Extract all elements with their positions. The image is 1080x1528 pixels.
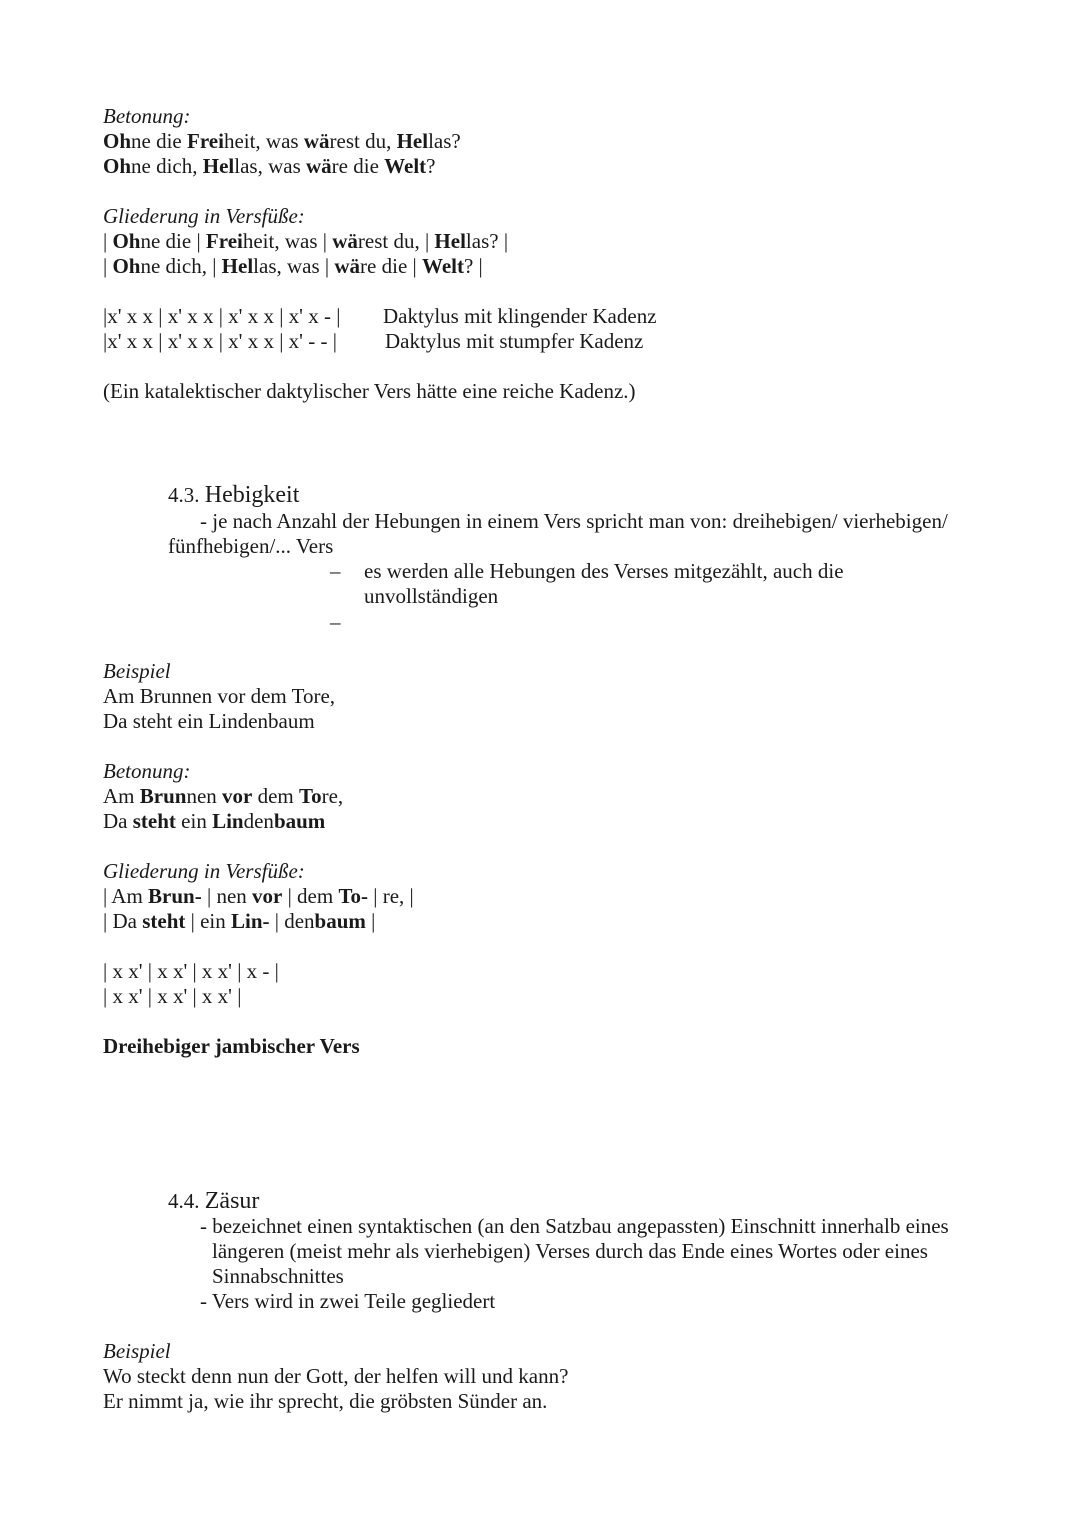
- text-segment: re die: [331, 154, 385, 178]
- gliederung-line-b2: [103, 909, 375, 934]
- text-segment: las? |: [465, 229, 509, 253]
- stressed-syllable: Brun-: [148, 884, 202, 908]
- beispiel-line-c1: Wo steckt denn nun der Gott, der helfen will und kann?: [103, 1364, 569, 1388]
- stressed-syllable: To: [299, 784, 322, 808]
- stressed-syllable: Hel: [202, 154, 235, 178]
- text-segment: re die |: [360, 254, 422, 278]
- zaesur-line3: Sinnabschnittes: [212, 1264, 344, 1288]
- stressed-syllable: steht: [132, 809, 176, 833]
- stressed-syllable: Welt: [421, 254, 464, 278]
- hebigkeit-bullet-1: es werden alle Hebungen des Verses mitgezählt, auch die: [364, 559, 844, 583]
- heading-hebigkeit: [168, 481, 299, 509]
- conclusion-dreihebig: Dreihebiger jambischer Vers: [103, 1034, 360, 1058]
- stressed-syllable: Frei: [205, 229, 243, 253]
- gliederung-label-a: Gliederung in Versfüße:: [103, 204, 305, 228]
- text-segment: ne die: [131, 129, 187, 153]
- stressed-syllable: Hel: [221, 254, 254, 278]
- betonung-line-b2: [103, 809, 325, 834]
- beispiel-line-b2: Da steht ein Lindenbaum: [103, 709, 315, 733]
- text-segment: heit, was: [223, 129, 304, 153]
- hebigkeit-bullet-1b: unvollständigen: [364, 584, 499, 608]
- stressed-syllable: To-: [338, 884, 369, 908]
- scheme-b1: | x x' | x x' | x x' | x - |: [103, 959, 279, 983]
- betonung-label-b: Betonung:: [103, 759, 191, 783]
- stressed-syllable: Brun: [139, 784, 187, 808]
- heading-number: 4.3.: [168, 483, 205, 507]
- heading-zaesur: [168, 1187, 259, 1215]
- heading-number: 4.4.: [168, 1189, 205, 1213]
- betonung-line-a1: [103, 129, 461, 154]
- text-segment: ne dich, |: [140, 254, 222, 278]
- gliederung-label-b: Gliederung in Versfüße:: [103, 859, 305, 883]
- zaesur-line2: längeren (meist mehr als vierhebigen) Verses durch das Ende eines Wortes oder eines: [212, 1239, 928, 1263]
- text-segment: |: [103, 254, 113, 278]
- text-segment: | dem: [282, 884, 339, 908]
- stressed-syllable: vor: [222, 784, 253, 808]
- text-segment: las, was: [234, 154, 306, 178]
- text-segment: ein: [175, 809, 213, 833]
- text-segment: re,: [321, 784, 344, 808]
- text-segment: | nen: [201, 884, 253, 908]
- text-segment: rest du, |: [357, 229, 435, 253]
- stressed-syllable: wä: [306, 154, 332, 178]
- beispiel-line-c2: Er nimmt ja, wie ihr sprecht, die gröbsten Sünder an.: [103, 1389, 548, 1413]
- hebigkeit-line2: fünfhebigen/... Vers: [168, 534, 334, 558]
- stressed-syllable: Welt: [384, 154, 427, 178]
- text-segment: dem: [252, 784, 299, 808]
- betonung-label-a: Betonung:: [103, 104, 191, 128]
- text-segment: Da: [103, 809, 133, 833]
- stressed-syllable: Oh: [112, 254, 141, 278]
- stressed-syllable: baum: [314, 909, 366, 933]
- text-segment: | den: [269, 909, 315, 933]
- text-segment: |: [365, 909, 376, 933]
- betonung-line-a2: [103, 154, 435, 179]
- stressed-syllable: Oh: [103, 129, 132, 153]
- stressed-syllable: steht: [142, 909, 186, 933]
- text-segment: | re, |: [368, 884, 414, 908]
- text-segment: | Am: [103, 884, 149, 908]
- text-segment: heit, was |: [242, 229, 333, 253]
- text-segment: ?: [426, 154, 436, 178]
- beispiel-label-c: Beispiel: [103, 1339, 171, 1363]
- stressed-syllable: wä: [332, 229, 358, 253]
- gliederung-line-a1: [103, 229, 508, 254]
- beispiel-line-b1: Am Brunnen vor dem Tore,: [103, 684, 336, 708]
- text-segment: den: [243, 809, 274, 833]
- text-segment: las, was |: [253, 254, 335, 278]
- stressed-syllable: Hel: [434, 229, 466, 253]
- bullet-dash-empty: –: [330, 610, 341, 634]
- text-segment: | ein: [185, 909, 231, 933]
- gliederung-line-a2: [103, 254, 483, 279]
- zaesur-line1: - bezeichnet einen syntaktischen (an den Satzbau angepassten) Einschnitt innerhalb eines: [200, 1214, 949, 1238]
- stressed-syllable: Oh: [103, 154, 132, 178]
- stressed-syllable: Lin-: [230, 909, 270, 933]
- text-segment: |: [103, 229, 113, 253]
- heading-title: Hebigkeit: [204, 482, 300, 508]
- betonung-line-b1: [103, 784, 343, 809]
- scheme-a2: |x' x x | x' x x | x' x x | x' - - |: [103, 329, 337, 353]
- text-segment: ne die |: [140, 229, 206, 253]
- text-segment: | Da: [103, 909, 143, 933]
- gliederung-line-b1: [103, 884, 414, 909]
- text-segment: ne dich,: [131, 154, 203, 178]
- stressed-syllable: Hel: [396, 129, 429, 153]
- bullet-dash-1: –: [330, 559, 341, 583]
- text-segment: ? |: [463, 254, 483, 278]
- stressed-syllable: wä: [303, 129, 330, 153]
- scheme-a1: |x' x x | x' x x | x' x x | x' x - |: [103, 304, 341, 328]
- stressed-syllable: vor: [252, 884, 283, 908]
- scheme-a2-desc: Daktylus mit stumpfer Kadenz: [385, 329, 644, 353]
- stressed-syllable: Frei: [187, 129, 224, 153]
- zaesur-line4: - Vers wird in zwei Teile gegliedert: [200, 1289, 496, 1313]
- stressed-syllable: Oh: [112, 229, 141, 253]
- heading-title: Zäsur: [204, 1188, 260, 1214]
- beispiel-label-b: Beispiel: [103, 659, 171, 683]
- hebigkeit-line1: - je nach Anzahl der Hebungen in einem Vers spricht man von: dreihebigen/ vierhebigen/: [200, 509, 948, 533]
- text-segment: nen: [186, 784, 223, 808]
- text-segment: rest du,: [329, 129, 397, 153]
- scheme-a1-desc: Daktylus mit klingender Kadenz: [383, 304, 657, 328]
- stressed-syllable: Lin: [212, 809, 244, 833]
- note-katalektisch: (Ein katalektischer daktylischer Vers hätte eine reiche Kadenz.): [103, 379, 636, 403]
- scheme-b2: | x x' | x x' | x x' |: [103, 984, 242, 1008]
- stressed-syllable: wä: [334, 254, 361, 278]
- text-segment: Am: [103, 784, 140, 808]
- text-segment: las?: [428, 129, 461, 153]
- stressed-syllable: baum: [273, 809, 326, 833]
